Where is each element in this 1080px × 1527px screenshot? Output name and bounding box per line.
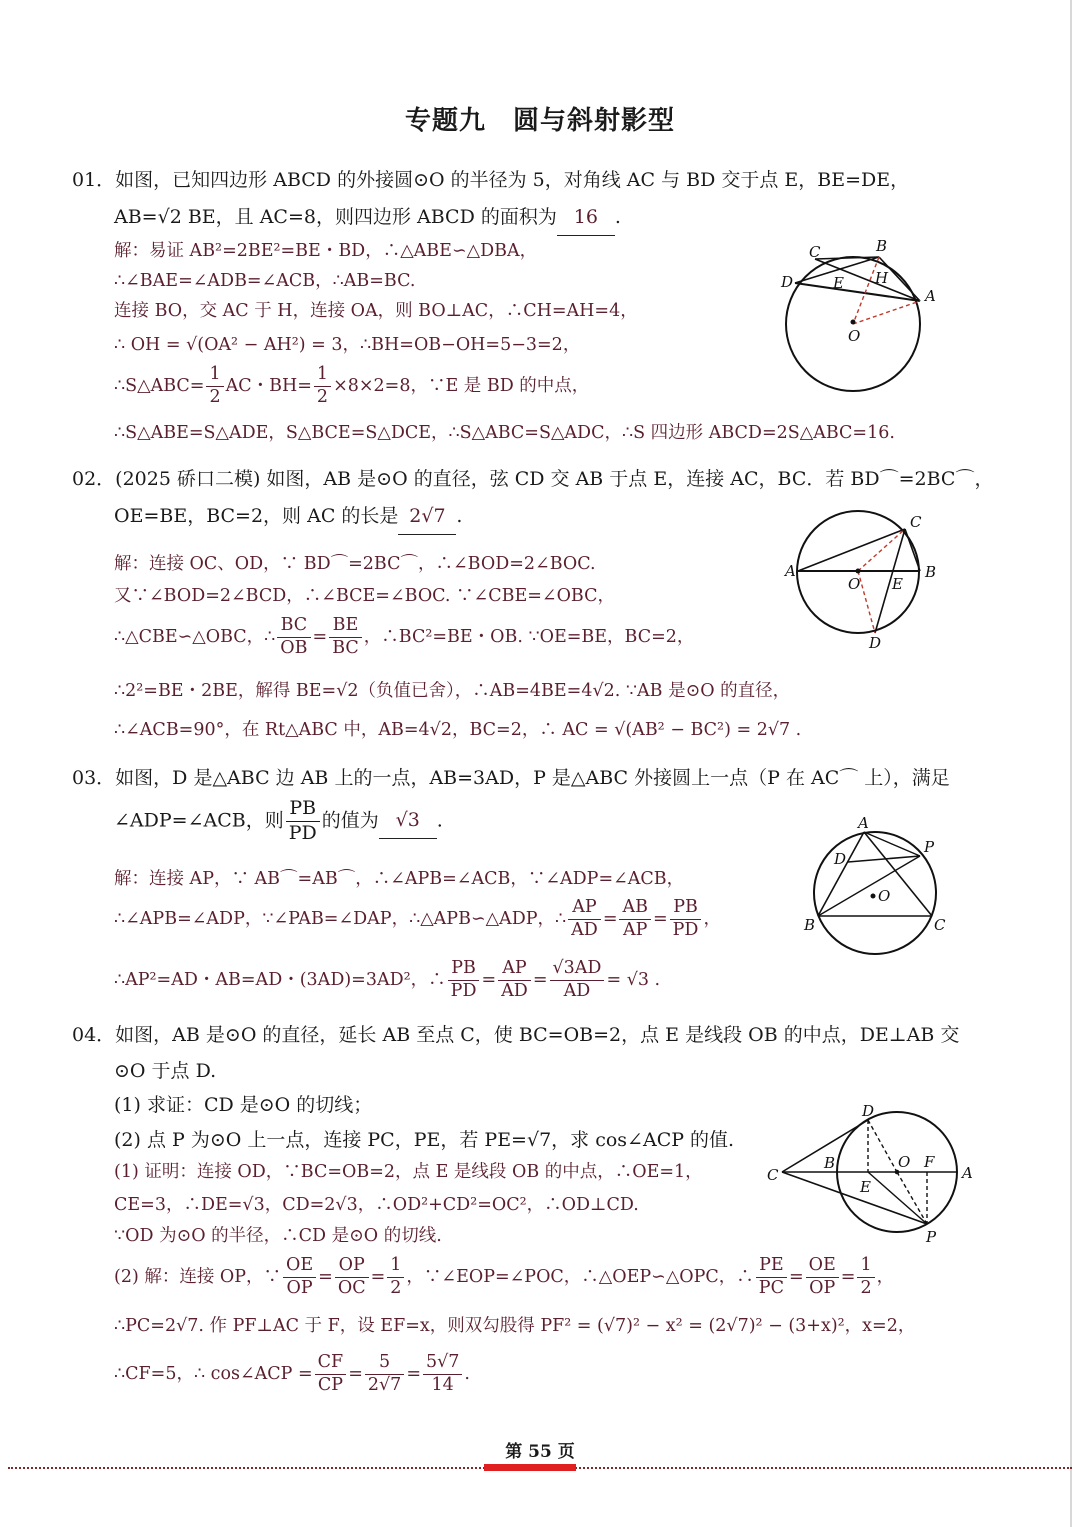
footer-accent-bar <box>484 1464 576 1471</box>
q1-sol-2: ∴∠BAE=∠ADB=∠ACB，∴AB=BC. <box>114 271 416 291</box>
q4-part1: (1) 求证：CD 是⊙O 的切线； <box>114 1094 373 1116</box>
q2-sol-2: 又∵∠BOD=2∠BCD，∴∠BCE=∠BOC. ∵∠CBE=∠OBC， <box>114 586 615 606</box>
fig2-label-O: O <box>848 575 861 593</box>
q2-sol-5: ∴∠ACB=90°，在 Rt△ABC 中，AB=4√2，BC=2，∴ AC = √(AB² − BC²) = 2√7 . <box>114 720 802 740</box>
page-title: 专题九 圆与斜射影型 <box>404 106 675 136</box>
q4-sol-3: ∵OD 为⊙O 的半径，∴CD 是⊙O 的切线. <box>114 1226 442 1246</box>
q4-sol-6: ∴CF=5，∴ cos∠ACP = $\frac{CF}{CP}$ = $\frac{5}{2√7}$ = $\frac{5√7}{14}$ . <box>114 1352 470 1395</box>
q2-line1: 02．(2025 硚口二模) 如图，AB 是⊙O 的直径，弦 CD 交 AB 于点 E，连接 AC，BC．若 BD⌒=2BC⌒， <box>72 468 994 490</box>
q3-sol-2: ∴∠APB=∠ADP，∵∠PAB=∠DAP，∴△APB∽△ADP，∴ $\frac{AP}{AD}$ = $\frac{AB}{AP}$ = $\frac{PB}{PD}$ ， <box>114 897 721 940</box>
page-number: 第 55 页 <box>505 1442 575 1462</box>
fig4-label-C: C <box>767 1166 779 1184</box>
fig1-label-D: D <box>781 273 794 291</box>
q4-line1: 04．如图，AB 是⊙O 的直径，延长 AB 至点 C，使 BC=OB=2，点 E 是线段 OB 的中点，DE⊥AB 交 <box>72 1024 960 1046</box>
fig2-label-C: C <box>910 513 922 531</box>
q1-figure <box>775 235 945 400</box>
fig2-label-B: B <box>925 563 937 581</box>
fig4-label-E: E <box>860 1178 871 1196</box>
q3-sol-1: 解：连接 AP，∵ AB⌒=AB⌒，∴∠APB=∠ACB，∵∠ADP=∠ACB， <box>114 869 685 889</box>
fig2-label-E: E <box>892 575 903 593</box>
q2-answer: 2√7 <box>398 498 456 535</box>
fig1-label-E: E <box>833 274 844 292</box>
q1-answer: 16 <box>557 199 615 236</box>
fig4-label-B: B <box>824 1154 836 1172</box>
q2-figure <box>780 505 950 655</box>
fig1-label-C: C <box>809 243 821 261</box>
q4-figure <box>762 1100 982 1248</box>
q2-line2: OE=BE，BC=2，则 AC 的长是 2√7 . <box>114 498 462 535</box>
q2-sol-3: ∴△CBE∽△OBC，∴ $\frac{BC}{OB}$ = $\frac{BE}{BC}$ ，∴BC²=BE・OB. ∵OE=BE，BC=2， <box>114 615 695 658</box>
fig3-label-B: B <box>804 916 816 934</box>
q1-sol-1: 解：易证 AB²=2BE²=BE・BD，∴△ABE∽△DBA， <box>114 241 538 261</box>
q2-sol-1: 解：连接 OC、OD，∵ BD⌒=2BC⌒，∴∠BOD=2∠BOC. <box>114 554 596 574</box>
fig1-label-H: H <box>875 269 889 287</box>
fig4-label-A: A <box>962 1164 973 1182</box>
fig1-label-B: B <box>876 237 888 255</box>
q3-line2: ∠ADP=∠ACB，则 $\frac{PB}{PD}$ 的值为 √3 . <box>114 797 443 844</box>
q1-line2: AB=√2 BE，且 AC=8，则四边形 ABCD 的面积为 16 . <box>114 199 621 236</box>
q4-part2: (2) 点 P 为⊙O 上一点，连接 PC，PE，若 PE=√7，求 cos∠ACP 的值. <box>114 1129 735 1151</box>
q3-line1: 03．如图，D 是△ABC 边 AB 上的一点，AB=3AD，P 是△ABC 外接圆上一点（P 在 AC⌒ 上），满足 <box>72 767 950 789</box>
q3-figure <box>800 812 950 962</box>
fig4-label-F: F <box>924 1153 935 1171</box>
q4-sol-4: (2) 解：连接 OP，∵ $\frac{OE}{OP}$ = $\frac{OP}{OC}$ = $\frac{1}{2}$ ，∵∠EOP=∠POC，∴△OEP∽△OPC，∴ $\frac{PE}{PC}$ = $\frac{OE}{OP}$ = $\frac{1}{2}$ ， <box>114 1255 895 1298</box>
q4-sol-2: CE=3，∴DE=√3，CD=2√3，∴OD²+CD²=OC²，∴OD⊥CD. <box>114 1195 639 1215</box>
page-edge <box>1070 0 1072 1527</box>
fig2-label-A: A <box>785 562 796 580</box>
q1-sol-3: 连接 BO，交 AC 于 H，连接 OA，则 BO⊥AC，∴CH=AH=4， <box>114 301 638 321</box>
fig3-label-A: A <box>858 814 869 832</box>
q1-sol-5: ∴S△ABC= $\frac{1}{2}$ AC・BH= $\frac{1}{2}$ ×8×2=8，∵E 是 BD 的中点， <box>114 364 590 407</box>
fig3-label-P: P <box>924 838 935 856</box>
fig3-label-C: C <box>934 916 946 934</box>
fig3-label-O: O <box>878 887 891 905</box>
q3-answer: √3 <box>379 802 437 839</box>
q2-sol-4: ∴2²=BE・2BE，解得 BE=√2（负值已舍），∴AB=4BE=4√2. ∵AB 是⊙O 的直径， <box>114 681 791 701</box>
fig4-label-P: P <box>926 1228 937 1246</box>
q4-line2: ⊙O 于点 D. <box>114 1060 217 1082</box>
q4-sol-5: ∴PC=2√7. 作 PF⊥AC 于 F，设 EF=x，则双勾股得 PF² = (√7)² − x² = (2√7)² − (3+x)²，x=2， <box>114 1316 916 1336</box>
fig1-label-O: O <box>848 327 861 345</box>
q1-line1: 01．如图，已知四边形 ABCD 的外接圆⊙O 的半径为 5，对角线 AC 与 BD 交于点 E，BE=DE， <box>72 169 910 191</box>
fig4-label-D: D <box>862 1102 875 1120</box>
fig1-label-A: A <box>925 287 936 305</box>
fig4-label-O: O <box>898 1153 911 1171</box>
fig3-label-D: D <box>834 850 847 868</box>
q1-sol-6: ∴S△ABE=S△ADE，S△BCE=S△DCE，∴S△ABC=S△ADC，∴S 四边形 ABCD=2S△ABC=16. <box>114 423 895 443</box>
q1-sol-4: ∴ OH = √(OA² − AH²) = 3，∴BH=OB−OH=5−3=2， <box>114 335 581 355</box>
q3-sol-3: ∴AP²=AD・AB=AD・(3AD)=3AD²，∴ $\frac{PB}{PD}$ = $\frac{AP}{AD}$ = $\frac{√3AD}{AD}$ = √3 . <box>114 958 661 1001</box>
fig2-label-D: D <box>869 634 882 652</box>
q4-sol-1: (1) 证明：连接 OD，∵BC=OB=2，点 E 是线段 OB 的中点，∴OE=1， <box>114 1162 703 1182</box>
